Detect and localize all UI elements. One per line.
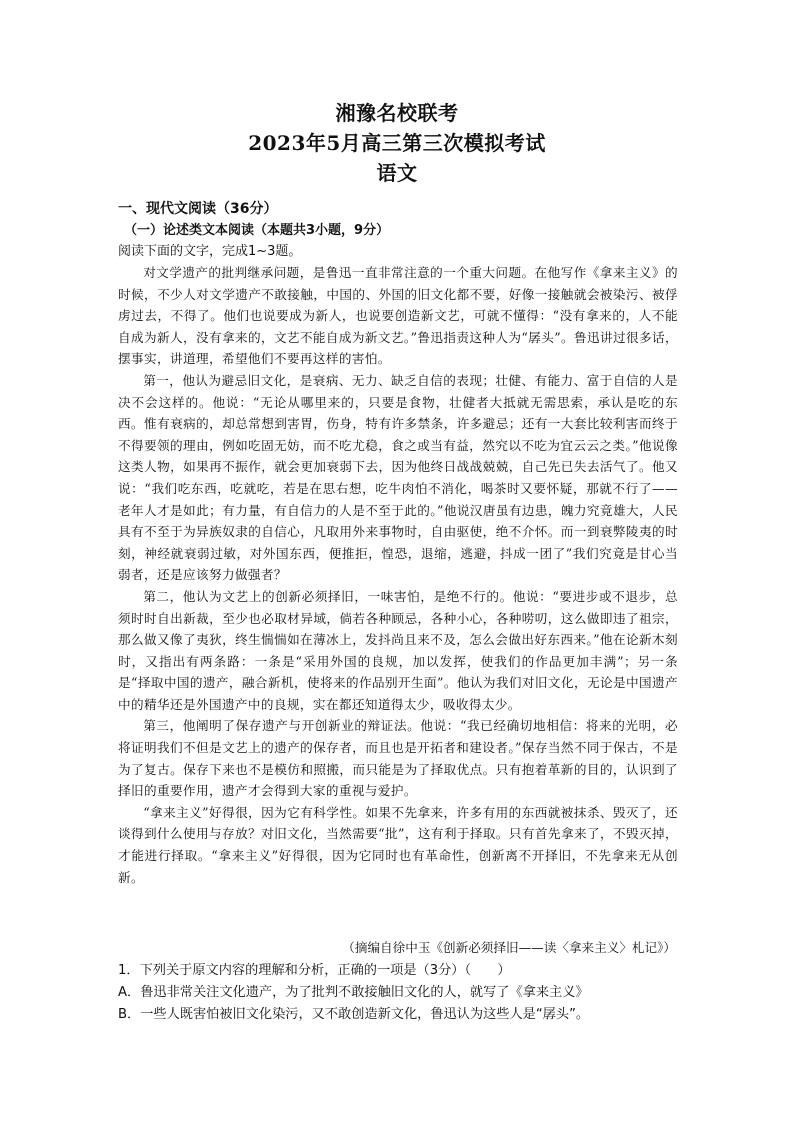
passage-paragraph: 第二，他认为文艺上的创新必须择旧，一味害怕，是绝不行的。他说：“要进步或不退步，总须时时自出新裁，至少也必取材异域，倘若各种顾忌，各种小心，各种唠叨，这么做即违了祖宗，那么做又像了夷狄，终生惴惴如在薄冰上，发抖尚且来不及，怎么会做出好东西来。”他在论新木刻时，又指出有两条路：一条是“采用外国的良规，加以发挥，使我们的作品更加丰满”；另一条是“择取中国的遗产，融合新机，使将来的作品别开生面”。他认为我们对旧文化，无论是中国遗产中的精华还是外国遗产中的良规，实在都还知道得太少，吸收得太少。 bbox=[118, 588, 678, 712]
passage-paragraph: 对文学遗产的批判继承问题，是鲁迅一直非常注意的一个重大问题。在他写作《拿来主义》的时候，不少人对文学遗产不敢接触，中国的、外国的旧文化都不要，好像一接触就会被染污、被俘虏过去，不得了。他们也说要成为新人，也说要创造新文艺，可就不懂得：“没有拿来的，人不能自成为新人，没有拿来的，文艺不能自成为新文艺。”鲁迅指责这种人为“孱头”。鲁迅讲过很多话，摆事实，讲道理，希望他们不要再这样的害怕。 bbox=[118, 265, 678, 367]
passage-paragraph: 第一，他认为避忌旧文化，是衰病、无力、缺乏自信的表现；壮健、有能力、富于自信的人是决不会这样的。他说：“无论从哪里来的，只要是食物，壮健者大抵就无需思索，承认是吃的东西。惟有衰病的，却总常想到害胃，伤身，特有许多禁条，许多避忌；还有一大套比较利害而终于不得要领的理由，例如吃固无妨，而不吃尤稳，食之或当有益，然究以不吃为宜云云之类。”他说像这类人物，如果再不振作，就会更加衰弱下去，因为他终日战战兢兢，自己先已失去活气了。他又说：“我们吃东西，吃就吃，若是在思右想，吃牛肉怕不消化，喝茶时又要怀疑，那就不行了——老年人才是如此；有力量，有自信力的人是不至于此的。”他说汉唐虽有边患，魄力究竟雄大，人民具有不至于为异族奴隶的自信心，凡取用外来事物时，自由驱使，绝不介怀。而一到衰弊陵夷的时刻，神经就衰弱过敏，对外国东西，便推拒，惶恐，退缩，逃避，抖成一团了”我们究竟是甘心当弱者，还是应该努力做强者？ bbox=[118, 372, 678, 583]
passage-paragraph: 第三，他阐明了保存遗产与开创新业的辩证法。他说：“我已经确切地相信：将来的光明，必将证明我们不但是文艺上的遗产的保存者，而且也是开拓者和建设者。”保存当然不同于保古，不是为了复古。保存下来也不是模仿和照搬，而只能是为了择取优点。只有抱着革新的目的，认识到了择旧的重要作用，遗产才会得到大家的重视与爱护。 bbox=[118, 718, 678, 799]
question-1-option-a: A．鲁迅非常关注文化遗产，为了批判不敢接触旧文化的人，就写了《拿来主义》 bbox=[118, 985, 589, 1000]
question-1-stem: 1．下列关于原文内容的理解和分析，正确的一项是（3分）（ ） bbox=[118, 963, 511, 978]
reading-passage bbox=[118, 262, 678, 888]
question-1-option-b: B．一些人既害怕被旧文化染污，又不敢创造新文化，鲁迅认为这些人是“孱头”。 bbox=[118, 1007, 590, 1022]
exam-title-line1: 湘豫名校联考 bbox=[335, 101, 459, 125]
exam-title-line3: 语文 bbox=[376, 161, 418, 185]
exam-title-block bbox=[0, 98, 794, 188]
section-subheading: （一）论述类文本阅读（本题共3小题，9分） bbox=[124, 223, 390, 238]
question-block bbox=[118, 960, 698, 1026]
reading-instruction: 阅读下面的文字，完成1~3题。 bbox=[118, 244, 302, 259]
exam-title-line2: 2023年5月高三第三次模拟考试 bbox=[248, 131, 546, 155]
passage-source: （摘编自徐中玉《创新必须择旧——读〈拿来主义〉札记》） bbox=[342, 940, 676, 955]
passage-paragraph: “拿来主义”好得很，因为它有科学性。如果不先拿来，许多有用的东西就被抹杀、毁灭了，还谈得到什么使用与存放？对旧文化，当然需要“批”，这有利于择取。只有首先拿来了，不毁灭掉，才能进行择取。“拿来主义”好得很，因为它同时也有革命性，创新离不开择旧，不先拿来无从创新。 bbox=[118, 804, 678, 885]
section-heading: 一、现代文阅读（36分） bbox=[118, 201, 278, 217]
